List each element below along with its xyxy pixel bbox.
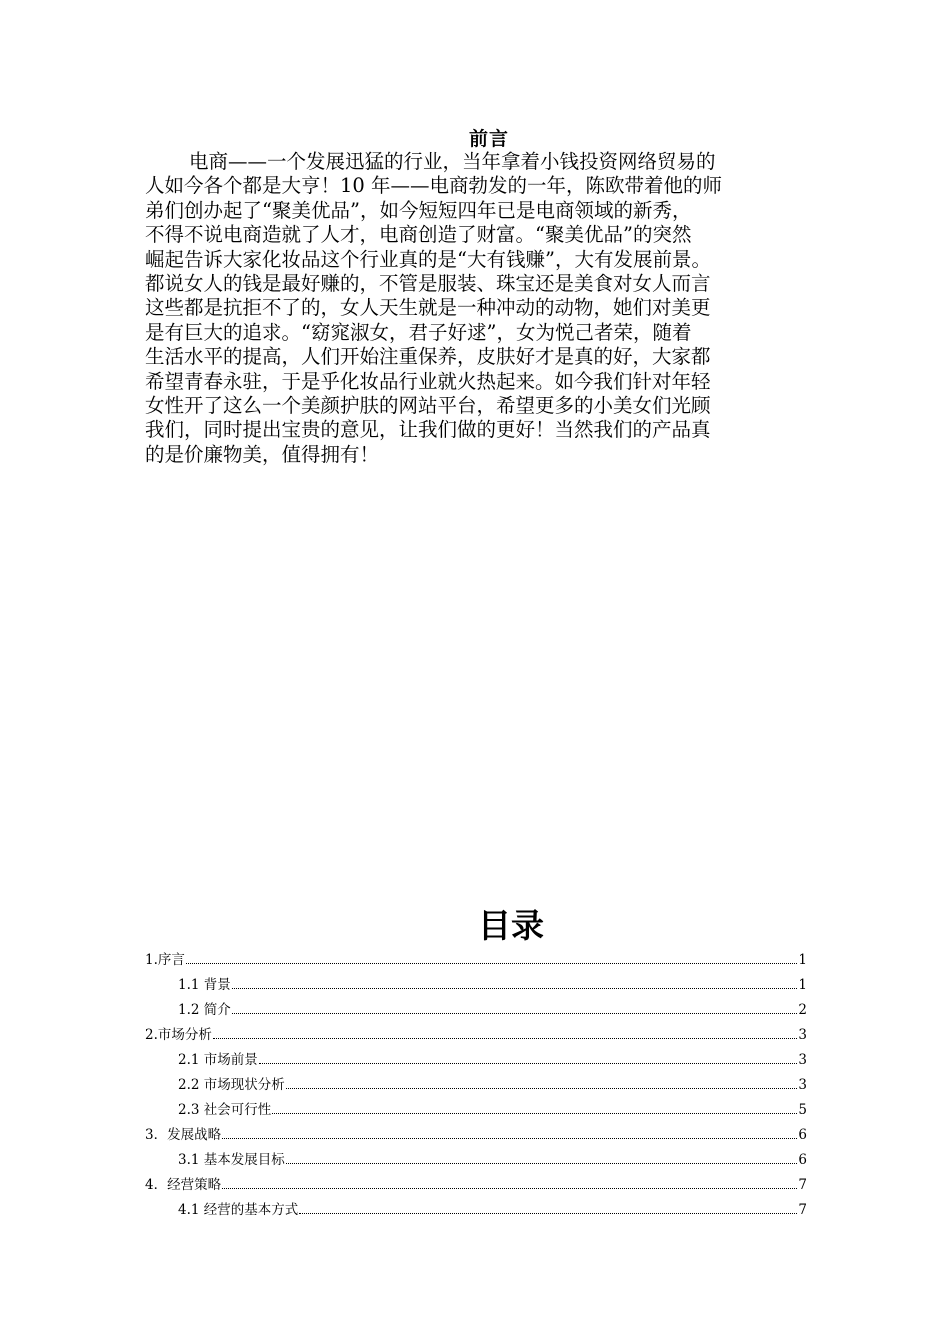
preface-paragraph — [145, 150, 825, 467]
toc-entry[interactable] — [145, 1098, 807, 1123]
toc-entry-page-number: 3 — [798, 1077, 807, 1093]
toc-entry-page-number: 6 — [798, 1127, 807, 1143]
preface-line: 都说女人的钱是最好赚的，不管是服装、珠宝还是美食对女人而言 — [145, 272, 711, 296]
preface-line: 不得不说电商造就了人才，电商创造了财富。“聚美优品”的突然 — [145, 223, 692, 247]
preface-line: 崛起告诉大家化妆品这个行业真的是“大有钱赚”，大有发展前景。 — [145, 247, 711, 271]
toc-leader-dots — [232, 988, 798, 989]
toc-entry-page-number: 1 — [798, 952, 807, 968]
toc-entry[interactable] — [145, 1148, 807, 1173]
toc-entry[interactable] — [145, 1073, 807, 1098]
toc-leader-dots — [286, 1163, 798, 1164]
preface-line: 生活水平的提高，人们开始注重保养，皮肤好才是真的好，大家都 — [145, 345, 711, 369]
toc-entry-label: 4．经营策略 — [145, 1177, 222, 1193]
toc-entry-label: 4.1 经营的基本方式 — [178, 1202, 299, 1218]
toc-leader-dots — [213, 1038, 798, 1039]
toc-leader-dots — [299, 1213, 797, 1214]
toc-entry-label: 1.1 背景 — [178, 977, 231, 993]
toc-leader-dots — [186, 963, 798, 964]
preface-line: 这些都是抗拒不了的，女人天生就是一种冲动的动物，她们对美更 — [145, 296, 711, 320]
toc-entry-page-number: 3 — [798, 1052, 807, 1068]
preface-line: 弟们创办起了“聚美优品”，如今短短四年已是电商领域的新秀， — [145, 198, 692, 222]
toc-leader-dots — [222, 1138, 797, 1139]
toc-entry-page-number: 3 — [798, 1027, 807, 1043]
toc-entry-label: 2.市场分析 — [145, 1027, 212, 1043]
toc-entry-page-number: 2 — [798, 1002, 807, 1018]
preface-line: 希望青春永驻，于是乎化妆品行业就火热起来。如今我们针对年轻 — [145, 369, 711, 393]
toc-entry[interactable] — [145, 948, 807, 973]
toc-leader-dots — [272, 1113, 797, 1114]
toc-entry-label: 2.1 市场前景 — [178, 1052, 258, 1068]
toc-entry-label: 3．发展战略 — [145, 1127, 222, 1143]
toc-entry[interactable] — [145, 1123, 807, 1148]
preface-line: 是有巨大的追求。“窈窕淑女，君子好逑”，女为悦己者荣，随着 — [145, 320, 692, 344]
toc-entry[interactable] — [145, 1198, 807, 1223]
toc-entry[interactable] — [145, 998, 807, 1023]
preface-line: 人如今各个都是大亨！10 年——电商勃发的一年，陈欧带着他的师 — [145, 174, 723, 198]
toc-title: 目录 — [478, 906, 544, 945]
toc-entry[interactable] — [145, 1173, 807, 1198]
toc-entry-page-number: 7 — [798, 1202, 807, 1218]
toc-entry-page-number: 5 — [798, 1102, 807, 1118]
toc-entry-page-number: 7 — [798, 1177, 807, 1193]
toc-entry-label: 1.2 简介 — [178, 1002, 231, 1018]
preface-title: 前言 — [468, 128, 509, 150]
toc-entry[interactable] — [145, 1048, 807, 1073]
toc-leader-dots — [232, 1013, 798, 1014]
preface-line: 电商——一个发展迅猛的行业，当年拿着小钱投资网络贸易的 — [189, 150, 716, 173]
toc-entry-page-number: 6 — [798, 1152, 807, 1168]
toc-entry[interactable] — [145, 1023, 807, 1048]
preface-line: 我们，同时提出宝贵的意见，让我们做的更好！当然我们的产品真 — [145, 418, 711, 442]
toc-entry-label: 3.1 基本发展目标 — [178, 1152, 285, 1168]
toc-entry-label: 2.3 社会可行性 — [178, 1102, 272, 1118]
preface-line: 女性开了这么一个美颜护肤的网站平台，希望更多的小美女们光顾 — [145, 394, 711, 418]
preface-line: 的是价廉物美，值得拥有！ — [145, 442, 380, 466]
table-of-contents — [145, 948, 807, 1223]
toc-leader-dots — [286, 1088, 798, 1089]
toc-entry-label: 1.序言 — [145, 952, 185, 968]
toc-leader-dots — [259, 1063, 798, 1064]
toc-entry-page-number: 1 — [798, 977, 807, 993]
toc-entry[interactable] — [145, 973, 807, 998]
toc-leader-dots — [222, 1188, 797, 1189]
toc-entry-label: 2.2 市场现状分析 — [178, 1077, 285, 1093]
